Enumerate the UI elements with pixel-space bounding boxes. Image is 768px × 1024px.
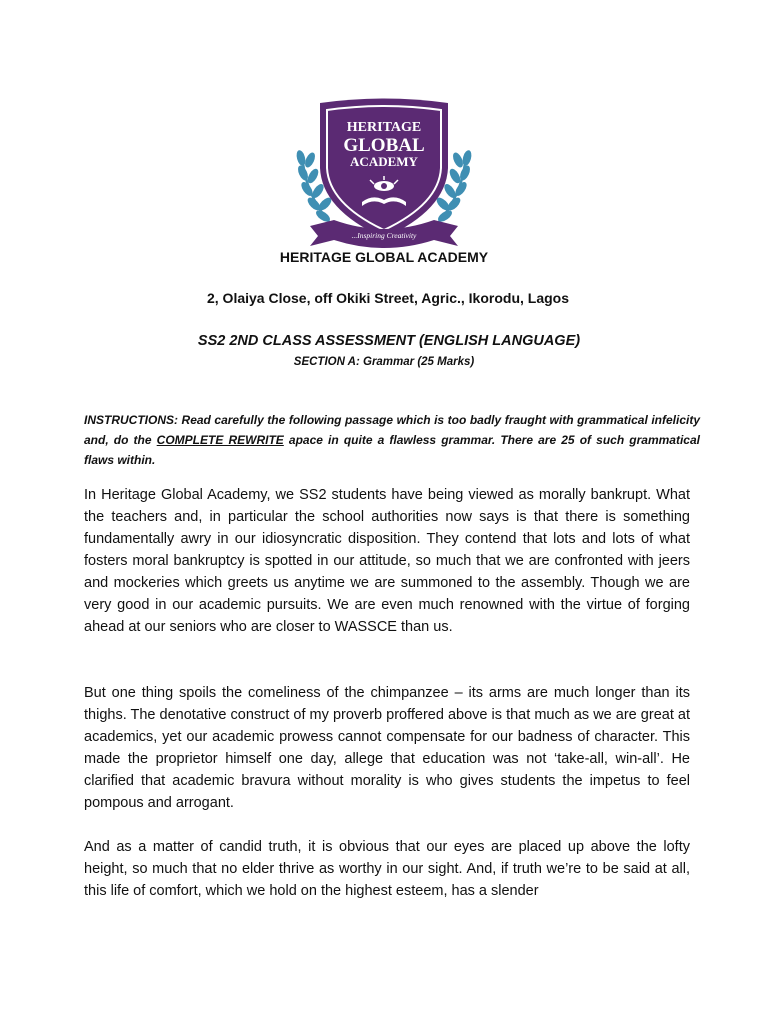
passage-paragraph-1: In Heritage Global Academy, we SS2 students have being viewed as morally bankrupt. What the teachers and, in particular the school authorities now says is that there is something fundamentally awry in our idiosyncratic disposition. They contend that lots and lots of what fosters moral bankruptcy is spotted in our attitude, so much that we are confronted with jeers and mockeries which greets us anytime we are summoned to the assembly. Though we are very good in our academic pursuits. We are even much renowned with the virtue of forging ahead at our seniors who are closer to WASSCE than us. — [84, 487, 690, 635]
crest-line-1: HERITAGE — [346, 120, 422, 135]
passage-paragraph-3: And as a matter of candid truth, it is obvious that our eyes are placed up above the lofty height, so much that no elder thrive as worthy in our sight. And, if truth we’re to be said at all, this life of comfort, which we hold on the highest esteem, has a slender — [84, 839, 690, 899]
exam-title: SS2 2ND CLASS ASSESSMENT (ENGLISH LANGUAGE) — [197, 333, 581, 349]
crest-line-3: ACADEMY — [350, 154, 418, 169]
school-crest-icon — [290, 98, 478, 248]
school-logo — [290, 98, 478, 248]
crest-line-2: GLOBAL — [343, 135, 425, 156]
crest-motto: ...Inspiring Creativity — [351, 231, 417, 240]
passage-paragraph-2: But one thing spoils the comeliness of the chimpanzee – its arms are much longer than its thighs. The denotative construct of my proverb proffered above is that much as we are great at academics, yet our academic prowess cannot compensate for our badness of character. This made the proprietor himself one day, allege that education was not ‘take-all, win-all’. He clarified that academic bravura without morality is who gives students the impetus to feel pompous and arrogant. — [84, 685, 690, 811]
instructions-text-start: INSTRUCTIONS: Read carefully the following passage which is too badly fraught with grammatical infelicity and, do the — [84, 413, 700, 447]
school-name: HERITAGE GLOBAL ACADEMY — [279, 249, 489, 265]
school-address: 2, Olaiya Close, off Okiki Street, Agric., Ikorodu, Lagos — [206, 290, 570, 306]
instructions-underlined: COMPLETE REWRITE — [156, 433, 284, 447]
instructions — [84, 410, 700, 470]
section-label: SECTION A: Grammar (25 Marks) — [293, 356, 475, 368]
instructions-text-end: apace in quite a flawless grammar. There are 25 of such grammatical flaws within. — [84, 433, 700, 467]
